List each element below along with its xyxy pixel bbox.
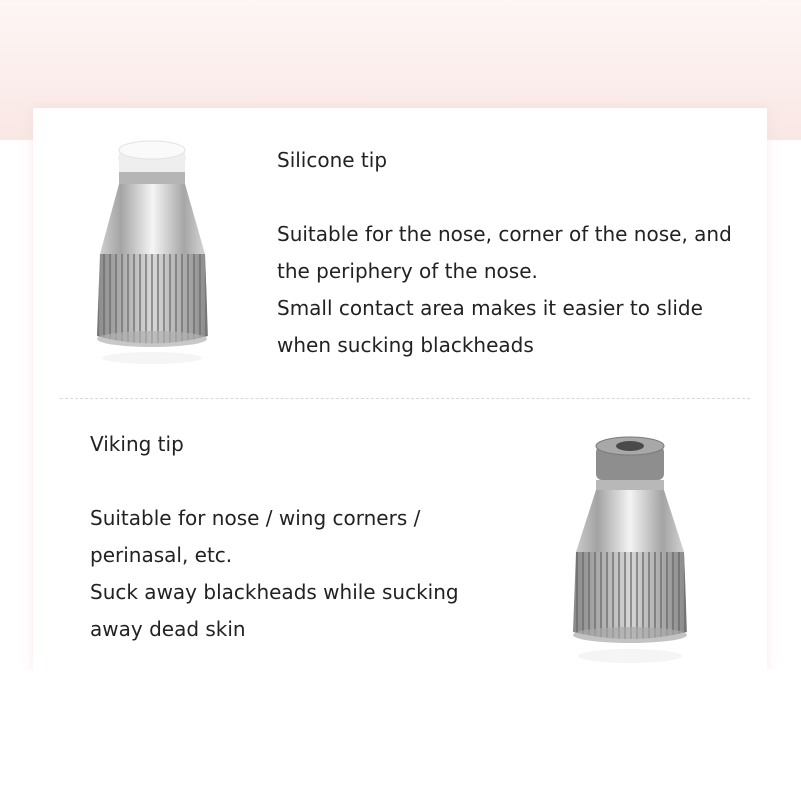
- silicone-tip-description: [277, 142, 732, 364]
- viking-tip-description: [90, 426, 459, 648]
- viking-tip-line-4: away dead skin: [90, 617, 246, 641]
- bottom-area: [0, 670, 801, 801]
- silicone-tip-line-2: the periphery of the nose.: [277, 259, 538, 283]
- viking-tip-title: Viking tip: [90, 432, 184, 456]
- silicone-tip-line-3: Small contact area makes it easier to slide: [277, 296, 703, 320]
- silicone-tip-title: Silicone tip: [277, 148, 388, 172]
- silicone-tip-image: [95, 136, 225, 366]
- viking-tip-line-1: Suitable for nose / wing corners /: [90, 506, 421, 530]
- silicone-tip-line-4: when sucking blackheads: [277, 333, 534, 357]
- silicone-tip-line-1: Suitable for the nose, corner of the nose, and: [277, 222, 732, 246]
- viking-tip-line-3: Suck away blackheads while sucking: [90, 580, 459, 604]
- viking-tip-line-2: perinasal, etc.: [90, 543, 233, 567]
- section-divider: [60, 398, 750, 399]
- viking-tip-image: [568, 434, 693, 669]
